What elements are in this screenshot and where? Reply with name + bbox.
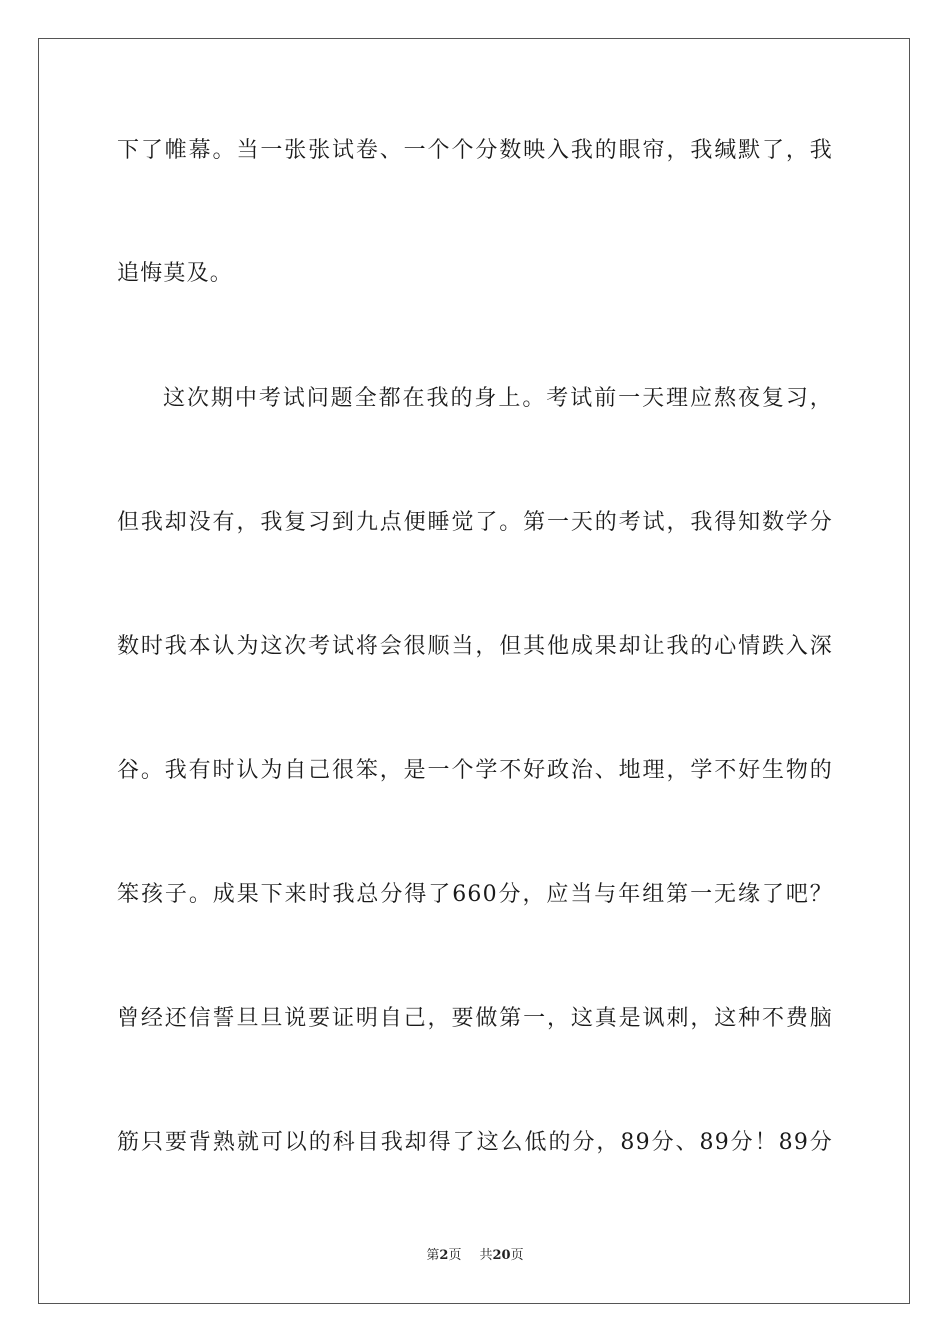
page-total: 20 [492, 1248, 511, 1263]
total-suffix: 页 [510, 1248, 524, 1263]
body-line-3: 这次期中考试问题全都在我的身上。考试前一天理应熬夜复习， [163, 386, 833, 411]
body-line-5: 数时我本认为这次考试将会很顺当，但其他成果却让我的心情跌入深 [117, 634, 833, 659]
body-line-7: 笨孩子。成果下来时我总分得了660分，应当与年组第一无缘了吧？ [117, 882, 833, 907]
page-prefix: 第 [426, 1248, 440, 1263]
page-footer [0, 1248, 950, 1264]
body-line-4: 但我却没有，我复习到九点便睡觉了。第一天的考试，我得知数学分 [117, 510, 833, 535]
page-frame [38, 38, 910, 1304]
body-line-8: 曾经还信誓旦旦说要证明自己，要做第一，这真是讽刺，这种不费脑 [117, 1006, 833, 1031]
body-line-6: 谷。我有时认为自己很笨，是一个学不好政治、地理，学不好生物的 [117, 758, 833, 783]
page-suffix: 页 [448, 1248, 462, 1263]
body-line-2: 追悔莫及。 [117, 261, 234, 286]
body-line-9: 筋只要背熟就可以的科目我却得了这么低的分，89分、89分！89分 [117, 1130, 833, 1155]
page-current: 2 [439, 1248, 449, 1263]
total-prefix: 共 [479, 1248, 493, 1263]
body-line-1: 下了帷幕。当一张张试卷、一个个分数映入我的眼帘，我缄默了，我 [117, 138, 833, 163]
